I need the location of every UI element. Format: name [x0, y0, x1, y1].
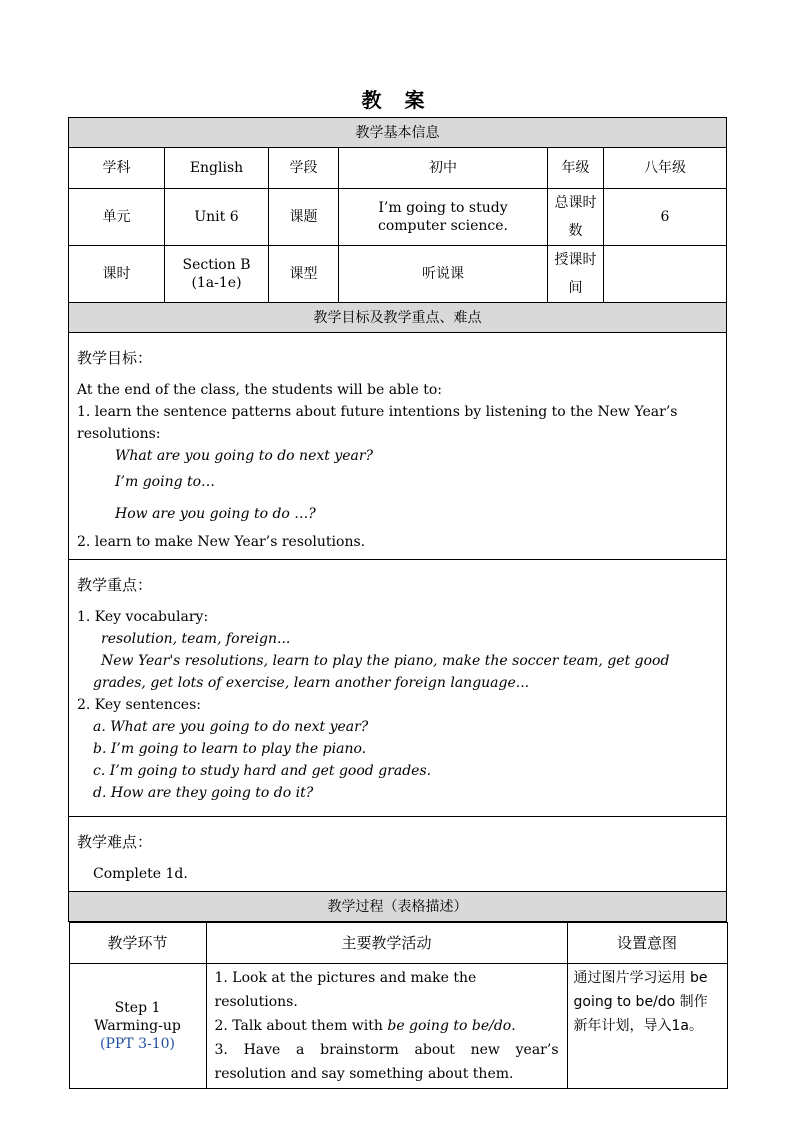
objectives-header: 教学目标及教学重点、难点 — [69, 303, 727, 333]
activity-2-text: 2. Talk about them with — [214, 1018, 388, 1034]
activity-cell — [206, 964, 567, 1089]
grade-value: 八年级 — [604, 148, 727, 189]
step-cell — [69, 964, 206, 1089]
teaching-time-value — [604, 246, 727, 303]
key-vocab-phrases: New Year's resolutions, learn to play the piano, make the soccer team, get good grades, get lots of exercise, learn another foreign language... — [93, 653, 670, 691]
key-sentence-d: d. How are they going to do it? — [93, 785, 314, 801]
stage-label: 学段 — [269, 148, 339, 189]
key-points-label: 教学重点： — [77, 576, 153, 594]
total-hours-value: 6 — [604, 189, 727, 246]
goal-1: 1. learn the sentence patterns about future intentions by listening to the New Year’s resolutions: — [77, 404, 678, 442]
key-points-section — [69, 560, 727, 817]
process-header: 教学过程（表格描述） — [69, 892, 727, 922]
key-vocab-words: resolution, team, foreign... — [101, 631, 291, 647]
key-sentence-c: c. I’m going to study hard and get good grades. — [93, 763, 432, 779]
basic-info-header: 教学基本信息 — [69, 118, 727, 148]
key-vocab: 1. Key vocabulary: — [77, 609, 209, 625]
key-sentence-b: b. I’m going to learn to play the piano. — [93, 741, 367, 757]
subject-label: 学科 — [69, 148, 165, 189]
goal-1b: I’m going to… — [115, 474, 216, 490]
type-label: 课型 — [269, 246, 339, 303]
unit-label: 单元 — [69, 189, 165, 246]
activity-2-emphasis: be going to be/do — [387, 1018, 512, 1034]
difficulties-label: 教学难点： — [77, 833, 153, 851]
activity-2 — [215, 1014, 559, 1038]
topic-value: I’m going to study computer science. — [339, 189, 548, 246]
key-sentence-a: a. What are you going to do next year? — [93, 719, 369, 735]
stage-value: 初中 — [339, 148, 548, 189]
type-value: 听说课 — [339, 246, 548, 303]
goal-1a: What are you going to do next year? — [115, 448, 374, 464]
teaching-goals-section — [69, 333, 727, 560]
goal-intro: At the end of the class, the students will be able to: — [77, 382, 442, 398]
goal-2: 2. learn to make New Year’s resolutions. — [77, 534, 366, 550]
col-step-header: 教学环节 — [69, 923, 206, 964]
activity-2-end: . — [511, 1018, 516, 1034]
grade-label: 年级 — [548, 148, 604, 189]
goal-1c: How are you going to do …? — [115, 506, 316, 522]
teaching-time-label: 授课时间 — [548, 246, 604, 303]
total-hours-label: 总课时数 — [548, 189, 604, 246]
period-label: 课时 — [69, 246, 165, 303]
difficulty-1: Complete 1d. — [93, 866, 188, 882]
col-intent-header: 设置意图 — [567, 923, 727, 964]
key-sentences: 2. Key sentences: — [77, 697, 201, 713]
step-name: Warming-up — [94, 1018, 181, 1034]
goals-label: 教学目标： — [77, 349, 153, 367]
intent-cell: 通过图片学习运用 be going to be/do 制作新年计划，导入1a。 — [567, 964, 727, 1089]
step-number: Step 1 — [114, 1000, 161, 1016]
page-title: 教 案 — [361, 88, 433, 112]
step-ppt: (PPT 3-10) — [99, 1036, 175, 1052]
activity-3: 3. Have a brainstorm about new year’s resolution and say something about them. — [214, 1042, 559, 1082]
lesson-plan-table — [68, 117, 727, 1089]
subject-value: English — [165, 148, 269, 189]
process-table — [69, 922, 728, 1089]
activity-1: 1. Look at the pictures and make the resolutions. — [214, 970, 477, 1010]
unit-value: Unit 6 — [165, 189, 269, 246]
difficulties-section — [69, 817, 727, 892]
topic-label: 课题 — [269, 189, 339, 246]
col-activity-header: 主要教学活动 — [206, 923, 567, 964]
period-value: Section B (1a-1e) — [165, 246, 269, 303]
